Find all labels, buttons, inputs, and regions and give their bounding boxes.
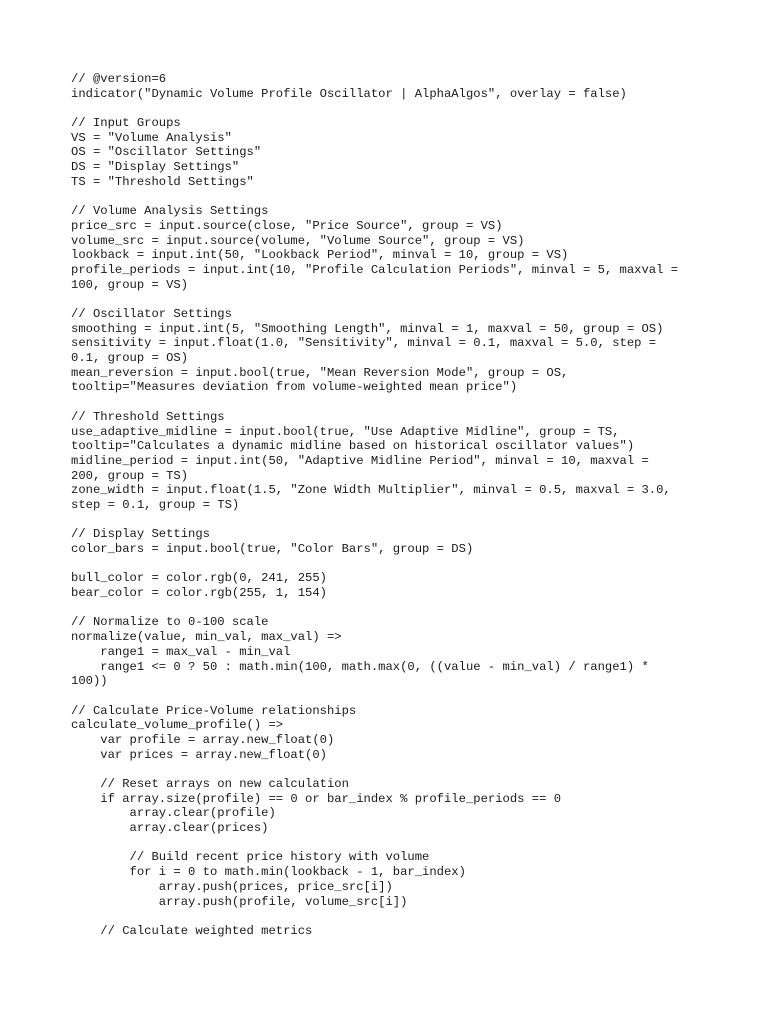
code-line [71, 762, 711, 777]
code-line: // Calculate Price-Volume relationships [71, 703, 357, 718]
code-line: VS = "Volume Analysis" [71, 130, 232, 145]
code-line: use_adaptive_midline = input.bool(true, "Use Adaptive Midline", group = TS, [71, 424, 620, 439]
code-line: indicator("Dynamic Volume Profile Oscillator | AlphaAlgos", overlay = false) [71, 86, 627, 101]
code-line: // Oscillator Settings [71, 307, 232, 321]
code-line: // Input Groups [71, 116, 181, 131]
code-line: profile_periods = input.int(10, "Profile Calculation Periods", minval = 5, maxval = [71, 262, 679, 277]
code-line: DS = "Display Settings" [71, 160, 240, 175]
code-line: calculate_volume_profile() => [71, 718, 284, 733]
code-line: 100)) [71, 674, 108, 689]
code-line: tooltip="Measures deviation from volume-weighted mean price") [71, 380, 518, 395]
code-line: // Normalize to 0-100 scale [71, 615, 269, 630]
code-line: array.push(profile, volume_src[i]) [71, 894, 408, 909]
code-line: 100, group = VS) [71, 277, 189, 292]
code-line: 200, group = TS) [71, 468, 189, 483]
code-line: step = 0.1, group = TS) [71, 497, 240, 512]
code-line: for i = 0 to math.min(lookback - 1, bar_index) [71, 865, 466, 880]
code-line: TS = "Threshold Settings" [71, 174, 254, 189]
code-line [71, 292, 711, 307]
code-line: midline_period = input.int(50, "Adaptive Midline Period", minval = 10, maxval = [71, 453, 649, 468]
code-line: tooltip="Calculates a dynamic midline based on historical oscillator values") [71, 439, 635, 454]
code-line: // @version=6 [71, 72, 167, 86]
code-line: 0.1, group = OS) [71, 351, 189, 366]
code-line: array.push(prices, price_src[i]) [71, 879, 393, 894]
code-line: lookback = input.int(50, "Lookback Period", minval = 10, group = VS) [71, 248, 569, 263]
code-line: range1 = max_val - min_val [71, 644, 291, 659]
code-line: range1 <= 0 ? 50 : math.min(100, math.max(0, ((value - min_val) / range1) * [71, 659, 649, 674]
code-line: volume_src = input.source(volume, "Volume Source", group = VS) [71, 233, 525, 248]
code-line: price_src = input.source(close, "Price Source", group = VS) [71, 218, 503, 233]
code-line: color_bars = input.bool(true, "Color Bars", group = DS) [71, 542, 474, 556]
code-line: zone_width = input.float(1.5, "Zone Width Multiplier", minval = 0.5, maxval = 3.0, [71, 483, 671, 498]
code-line: var profile = array.new_float(0) [71, 732, 335, 747]
code-line: array.clear(prices) [71, 821, 269, 836]
code-line [71, 190, 711, 205]
code-line: // Display Settings [71, 527, 210, 542]
code-listing [71, 72, 711, 939]
code-line: // Calculate weighted metrics [71, 923, 313, 938]
code-line: // Volume Analysis Settings [71, 204, 269, 219]
code-line [71, 395, 711, 410]
code-line: // Build recent price history with volume [71, 850, 430, 865]
code-line: if array.size(profile) == 0 or bar_index % profile_periods == 0 [71, 791, 562, 806]
code-line: // Threshold Settings [71, 409, 225, 424]
code-line: bull_color = color.rgb(0, 241, 255) [71, 571, 327, 586]
code-line: bear_color = color.rgb(255, 1, 154) [71, 586, 327, 601]
code-line: var prices = array.new_float(0) [71, 747, 327, 762]
code-line [71, 101, 711, 116]
code-line: // Reset arrays on new calculation [71, 777, 349, 791]
code-line [71, 836, 711, 851]
code-line: array.clear(profile) [71, 806, 276, 821]
code-line [71, 689, 711, 704]
code-line: sensitivity = input.float(1.0, "Sensitivity", minval = 0.1, maxval = 5.0, step = [71, 336, 657, 351]
code-line: OS = "Oscillator Settings" [71, 145, 262, 160]
code-line [71, 513, 711, 528]
code-line [71, 909, 711, 924]
code-line: smoothing = input.int(5, "Smoothing Length", minval = 1, maxval = 50, group = OS) [71, 321, 664, 336]
code-line: normalize(value, min_val, max_val) => [71, 630, 342, 645]
code-line [71, 557, 711, 572]
code-line [71, 601, 711, 616]
code-line: mean_reversion = input.bool(true, "Mean Reversion Mode", group = OS, [71, 365, 569, 380]
